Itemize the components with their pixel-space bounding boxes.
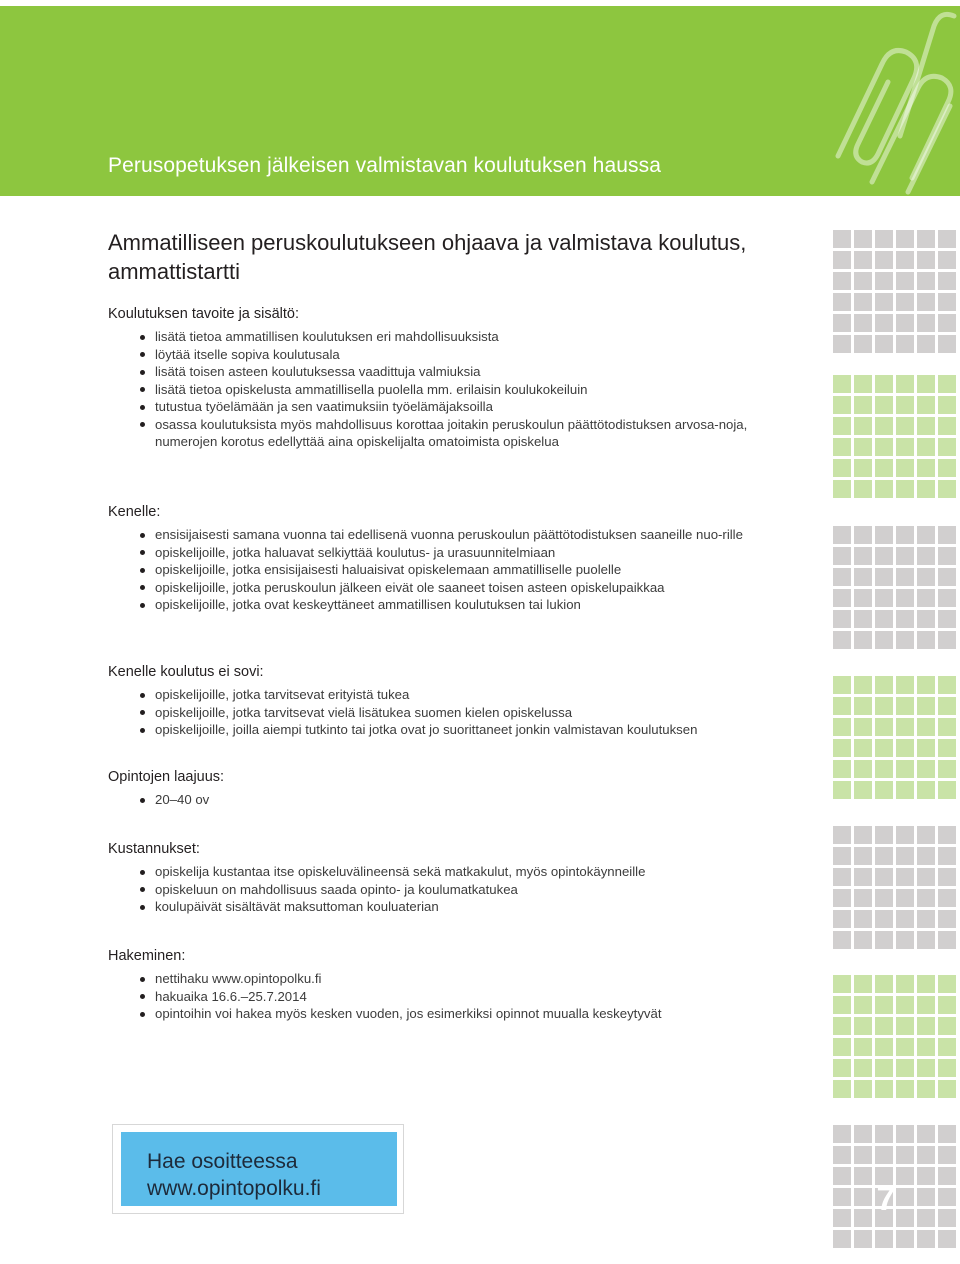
grid-tile <box>938 251 956 269</box>
grid-tile <box>854 335 872 353</box>
list-item: opiskelijoille, jotka ensisijaisesti haluaisivat opiskelemaan ammatilliselle puolelle <box>108 561 813 579</box>
grid-tile <box>875 697 893 715</box>
grid-tile <box>854 1038 872 1056</box>
grid-tile <box>896 480 914 498</box>
grid-tile <box>896 1230 914 1248</box>
grid-tile <box>875 739 893 757</box>
grid-tile <box>938 438 956 456</box>
grid-tile <box>833 868 851 886</box>
grid-tile <box>833 1038 851 1056</box>
grid-tile <box>917 230 935 248</box>
grid-tile <box>896 293 914 311</box>
grid-tile <box>896 847 914 865</box>
bullet-list <box>108 328 813 451</box>
grid-tile <box>854 931 872 949</box>
grid-tile <box>938 1167 956 1185</box>
grid-tile <box>938 847 956 865</box>
cta-text <box>147 1148 321 1202</box>
grid-tile <box>917 314 935 332</box>
grid-tile <box>917 697 935 715</box>
paperclip-icon <box>780 6 960 196</box>
grid-tile <box>833 610 851 628</box>
grid-tile <box>896 739 914 757</box>
grid-tile <box>896 781 914 799</box>
grid-tile <box>833 996 851 1014</box>
grid-tile <box>938 1209 956 1227</box>
section-heading: Hakeminen: <box>108 948 186 964</box>
grid-tile <box>896 931 914 949</box>
grid-tile <box>875 610 893 628</box>
grid-tile <box>875 293 893 311</box>
grid-tile <box>875 230 893 248</box>
grid-tile <box>938 230 956 248</box>
grid-tile <box>875 1017 893 1035</box>
grid-tile <box>854 547 872 565</box>
grid-tile <box>833 826 851 844</box>
grid-tile <box>917 1167 935 1185</box>
section-not-suitable <box>108 663 813 739</box>
grid-tile <box>896 676 914 694</box>
list-item: lisätä tietoa opiskelusta ammatillisella puolella mm. erilaisin koulukokeiluin <box>108 381 813 399</box>
grid-tile <box>854 718 872 736</box>
list-item: opiskelijoille, jotka tarvitsevat vielä lisätukea suomen kielen opiskelussa <box>108 704 813 722</box>
grid-tile <box>833 459 851 477</box>
grid-tile <box>854 1146 872 1164</box>
grid-tile <box>938 975 956 993</box>
grid-tile <box>875 889 893 907</box>
grid-tile <box>854 697 872 715</box>
grid-tile <box>854 396 872 414</box>
grid-tile <box>938 868 956 886</box>
list-item: opiskelijoille, jotka haluavat selkiyttää koulutus- ja urasuunnitelmiaan <box>108 544 813 562</box>
grid-tile <box>833 847 851 865</box>
grid-tile <box>938 889 956 907</box>
grid-tile <box>833 739 851 757</box>
grid-tile <box>854 910 872 928</box>
grid-tile <box>896 314 914 332</box>
grid-tile <box>896 1059 914 1077</box>
grid-tile <box>833 526 851 544</box>
grid-tile <box>854 438 872 456</box>
grid-tile <box>875 847 893 865</box>
grid-tile <box>875 826 893 844</box>
grid-tile <box>938 568 956 586</box>
list-item: ensisijaisesti samana vuonna tai edellisenä vuonna peruskoulun päättötodistuksen saaneille nuo-rille <box>108 526 813 544</box>
grid-tile <box>938 781 956 799</box>
grid-tile <box>917 293 935 311</box>
grid-tile <box>833 889 851 907</box>
grid-tile <box>833 760 851 778</box>
grid-tile <box>875 480 893 498</box>
grid-tile <box>833 1230 851 1248</box>
grid-tile <box>938 459 956 477</box>
list-item: opiskelijoille, jotka peruskoulun jälkeen eivät ole saaneet toisen asteen opiskelupaikkaa <box>108 579 813 597</box>
section-heading: Koulutuksen tavoite ja sisältö: <box>108 306 300 322</box>
list-item: tutustua työelämään ja sen vaatimuksiin työelämäjaksoilla <box>108 398 813 416</box>
grid-tile <box>833 1209 851 1227</box>
grid-tile <box>938 272 956 290</box>
grid-tile <box>938 1059 956 1077</box>
list-item: hakuaika 16.6.–25.7.2014 <box>108 988 813 1006</box>
grid-tile <box>938 1017 956 1035</box>
section-scope <box>108 768 813 809</box>
grid-tile <box>917 1188 935 1206</box>
grid-tile <box>896 230 914 248</box>
grid-tile <box>917 375 935 393</box>
grid-tile <box>875 781 893 799</box>
grid-tile <box>917 1080 935 1098</box>
grid-tile <box>833 293 851 311</box>
grid-tile <box>854 293 872 311</box>
section-goals <box>108 305 813 451</box>
grid-tile <box>833 589 851 607</box>
grid-tile <box>896 1080 914 1098</box>
grid-tile <box>938 547 956 565</box>
grid-tile <box>896 526 914 544</box>
grid-tile <box>833 251 851 269</box>
grid-tile <box>917 781 935 799</box>
grid-tile <box>854 975 872 993</box>
cta-frame <box>112 1124 404 1214</box>
grid-tile <box>917 760 935 778</box>
grid-tile <box>854 868 872 886</box>
grid-tile <box>833 314 851 332</box>
grid-tile <box>938 1038 956 1056</box>
grid-tile <box>875 868 893 886</box>
grid-tile <box>875 314 893 332</box>
grid-tile <box>875 676 893 694</box>
grid-tile <box>854 631 872 649</box>
grid-tile <box>896 697 914 715</box>
grid-tile <box>854 1080 872 1098</box>
grid-tile <box>875 931 893 949</box>
grid-tile <box>875 547 893 565</box>
grid-tile <box>917 1146 935 1164</box>
grid-tile <box>896 589 914 607</box>
grid-tile <box>938 631 956 649</box>
grid-tile <box>917 718 935 736</box>
list-item: opintoihin voi hakea myös kesken vuoden, jos esimerkiksi opinnot muualla keskeytyvät <box>108 1005 813 1023</box>
grid-tile <box>917 889 935 907</box>
grid-tile <box>896 459 914 477</box>
grid-tile <box>833 1125 851 1143</box>
grid-tile <box>917 438 935 456</box>
grid-tile <box>854 526 872 544</box>
grid-tile <box>938 1080 956 1098</box>
grid-tile <box>875 251 893 269</box>
grid-tile <box>833 1059 851 1077</box>
grid-tile <box>938 931 956 949</box>
grid-tile <box>833 631 851 649</box>
grid-tile <box>875 996 893 1014</box>
grid-tile <box>875 396 893 414</box>
list-item: opiskelijoille, jotka ovat keskeyttäneet ammatillisen koulutuksen tai lukion <box>108 596 813 614</box>
grid-tile <box>896 375 914 393</box>
grid-tile <box>833 335 851 353</box>
grid-tile <box>854 889 872 907</box>
grid-tile <box>896 760 914 778</box>
list-item: osassa koulutuksista myös mahdollisuus korottaa joitakin peruskoulun päättötodistuksen arvosa-noja, numerojen korotus edellyttää aina opiskelijalta omatoimista opiskelua <box>108 416 813 451</box>
decorative-grid <box>833 230 960 1260</box>
grid-tile <box>917 251 935 269</box>
grid-tile <box>917 1059 935 1077</box>
grid-tile <box>833 375 851 393</box>
bullet-list <box>108 863 813 916</box>
grid-tile <box>854 1017 872 1035</box>
grid-tile <box>854 459 872 477</box>
grid-tile <box>854 1059 872 1077</box>
grid-tile <box>833 931 851 949</box>
grid-tile <box>854 589 872 607</box>
grid-tile <box>896 889 914 907</box>
grid-tile <box>938 718 956 736</box>
grid-tile <box>854 781 872 799</box>
grid-tile <box>875 526 893 544</box>
grid-tile <box>917 739 935 757</box>
list-item: opiskelijoille, jotka tarvitsevat erityistä tukea <box>108 686 813 704</box>
grid-tile <box>896 251 914 269</box>
grid-tile <box>833 1017 851 1035</box>
grid-tile <box>917 847 935 865</box>
grid-tile <box>938 676 956 694</box>
grid-tile <box>833 781 851 799</box>
grid-tile <box>833 676 851 694</box>
grid-tile <box>938 697 956 715</box>
grid-tile <box>854 568 872 586</box>
grid-tile <box>917 1038 935 1056</box>
grid-tile <box>938 910 956 928</box>
section-target-group <box>108 503 813 614</box>
grid-tile <box>938 314 956 332</box>
section-heading: Opintojen laajuus: <box>108 769 225 785</box>
grid-tile <box>833 975 851 993</box>
grid-tile <box>833 910 851 928</box>
grid-tile <box>854 1230 872 1248</box>
document-title: Ammatilliseen peruskoulutukseen ohjaava ja valmistava koulutus, ammattistartti <box>108 230 747 284</box>
list-item: opiskelija kustantaa itse opiskeluvälineensä sekä matkakulut, myös opintokäynneille <box>108 863 813 881</box>
grid-tile <box>875 975 893 993</box>
grid-tile <box>833 547 851 565</box>
grid-tile <box>938 739 956 757</box>
grid-tile <box>896 1017 914 1035</box>
grid-tile <box>896 272 914 290</box>
grid-tile <box>938 589 956 607</box>
grid-tile <box>938 826 956 844</box>
bullet-list <box>108 791 813 809</box>
grid-tile <box>917 417 935 435</box>
grid-tile <box>938 480 956 498</box>
grid-tile <box>938 996 956 1014</box>
grid-tile <box>833 1167 851 1185</box>
cta-link[interactable]: www.opintopolku.fi <box>147 1177 321 1200</box>
grid-tile <box>854 251 872 269</box>
grid-tile <box>917 1209 935 1227</box>
grid-tile <box>854 230 872 248</box>
grid-tile <box>833 568 851 586</box>
grid-tile <box>896 868 914 886</box>
grid-tile <box>854 375 872 393</box>
grid-tile <box>917 931 935 949</box>
grid-tile <box>938 335 956 353</box>
list-item: opiskelijoille, joilla aiempi tutkinto tai jotka ovat jo suorittaneet jonkin valmistavan koulutuksen <box>108 721 813 739</box>
grid-tile <box>917 1230 935 1248</box>
grid-tile <box>896 631 914 649</box>
grid-tile <box>833 438 851 456</box>
grid-tile <box>854 996 872 1014</box>
cta-line-1: Hae osoitteessa <box>147 1150 298 1173</box>
grid-tile <box>875 589 893 607</box>
grid-tile <box>833 230 851 248</box>
grid-tile <box>917 868 935 886</box>
grid-tile <box>875 910 893 928</box>
grid-tile <box>833 1146 851 1164</box>
grid-tile <box>917 568 935 586</box>
bullet-list <box>108 686 813 739</box>
grid-tile <box>875 1059 893 1077</box>
grid-tile <box>875 335 893 353</box>
grid-tile <box>917 526 935 544</box>
grid-tile <box>917 1017 935 1035</box>
grid-tile <box>896 718 914 736</box>
grid-tile <box>896 975 914 993</box>
grid-tile <box>917 335 935 353</box>
grid-tile <box>917 910 935 928</box>
grid-tile <box>938 760 956 778</box>
grid-tile <box>896 438 914 456</box>
grid-tile <box>938 417 956 435</box>
header-title: Perusopetuksen jälkeisen valmistavan koulutuksen haussa <box>108 154 661 177</box>
grid-tile <box>917 676 935 694</box>
grid-tile <box>875 760 893 778</box>
grid-tile <box>875 375 893 393</box>
list-item: lisätä tietoa ammatillisen koulutuksen eri mahdollisuuksista <box>108 328 813 346</box>
grid-tile <box>854 272 872 290</box>
list-item: 20–40 ov <box>108 791 813 809</box>
grid-tile <box>917 272 935 290</box>
grid-tile <box>854 826 872 844</box>
grid-tile <box>875 1080 893 1098</box>
page-number: 7 <box>876 1180 896 1218</box>
section-heading: Kustannukset: <box>108 841 200 857</box>
section-heading: Kenelle koulutus ei sovi: <box>108 664 264 680</box>
grid-tile <box>896 826 914 844</box>
grid-tile <box>854 847 872 865</box>
grid-tile <box>917 610 935 628</box>
grid-tile <box>896 547 914 565</box>
grid-tile <box>875 272 893 290</box>
grid-tile <box>854 314 872 332</box>
grid-tile <box>854 417 872 435</box>
grid-tile <box>938 293 956 311</box>
grid-tile <box>875 1125 893 1143</box>
grid-tile <box>833 697 851 715</box>
grid-tile <box>833 1080 851 1098</box>
grid-tile <box>875 459 893 477</box>
grid-tile <box>833 480 851 498</box>
list-item: löytää itselle sopiva koulutusala <box>108 346 813 364</box>
cta-box <box>121 1132 397 1206</box>
grid-tile <box>938 526 956 544</box>
grid-tile <box>854 676 872 694</box>
list-item: nettihaku www.opintopolku.fi <box>108 970 813 988</box>
grid-tile <box>938 1188 956 1206</box>
list-item: koulupäivät sisältävät maksuttoman kouluaterian <box>108 898 813 916</box>
grid-tile <box>854 610 872 628</box>
grid-tile <box>917 996 935 1014</box>
grid-tile <box>833 718 851 736</box>
grid-tile <box>896 396 914 414</box>
grid-tile <box>896 610 914 628</box>
grid-tile <box>917 975 935 993</box>
header-band <box>0 6 960 196</box>
grid-tile <box>854 739 872 757</box>
grid-tile <box>875 718 893 736</box>
list-item: lisätä toisen asteen koulutuksessa vaadittuja valmiuksia <box>108 363 813 381</box>
grid-tile <box>896 1038 914 1056</box>
grid-tile <box>917 631 935 649</box>
grid-tile <box>875 631 893 649</box>
grid-tile <box>875 1038 893 1056</box>
grid-tile <box>854 1125 872 1143</box>
grid-tile <box>938 1230 956 1248</box>
section-heading: Kenelle: <box>108 504 161 520</box>
grid-tile <box>875 568 893 586</box>
grid-tile <box>917 826 935 844</box>
grid-tile <box>917 480 935 498</box>
grid-tile <box>917 396 935 414</box>
grid-tile <box>896 335 914 353</box>
grid-tile <box>896 417 914 435</box>
grid-tile <box>833 396 851 414</box>
list-item: opiskeluun on mahdollisuus saada opinto- ja koulumatkatukea <box>108 881 813 899</box>
grid-tile <box>938 1146 956 1164</box>
section-costs <box>108 840 813 916</box>
grid-tile <box>896 568 914 586</box>
grid-tile <box>938 610 956 628</box>
grid-tile <box>896 910 914 928</box>
grid-tile <box>917 1125 935 1143</box>
grid-tile <box>854 480 872 498</box>
grid-tile <box>833 417 851 435</box>
bullet-list <box>108 526 813 614</box>
grid-tile <box>917 459 935 477</box>
grid-tile <box>938 1125 956 1143</box>
section-applying <box>108 947 813 1023</box>
grid-tile <box>833 1188 851 1206</box>
grid-tile <box>896 996 914 1014</box>
grid-tile <box>875 417 893 435</box>
bullet-list <box>108 970 813 1023</box>
grid-tile <box>875 1230 893 1248</box>
grid-tile <box>896 1146 914 1164</box>
grid-tile <box>938 375 956 393</box>
grid-tile <box>917 589 935 607</box>
grid-tile <box>896 1125 914 1143</box>
grid-tile <box>854 760 872 778</box>
grid-tile <box>875 438 893 456</box>
grid-tile <box>938 396 956 414</box>
grid-tile <box>875 1146 893 1164</box>
grid-tile <box>833 272 851 290</box>
grid-tile <box>917 547 935 565</box>
